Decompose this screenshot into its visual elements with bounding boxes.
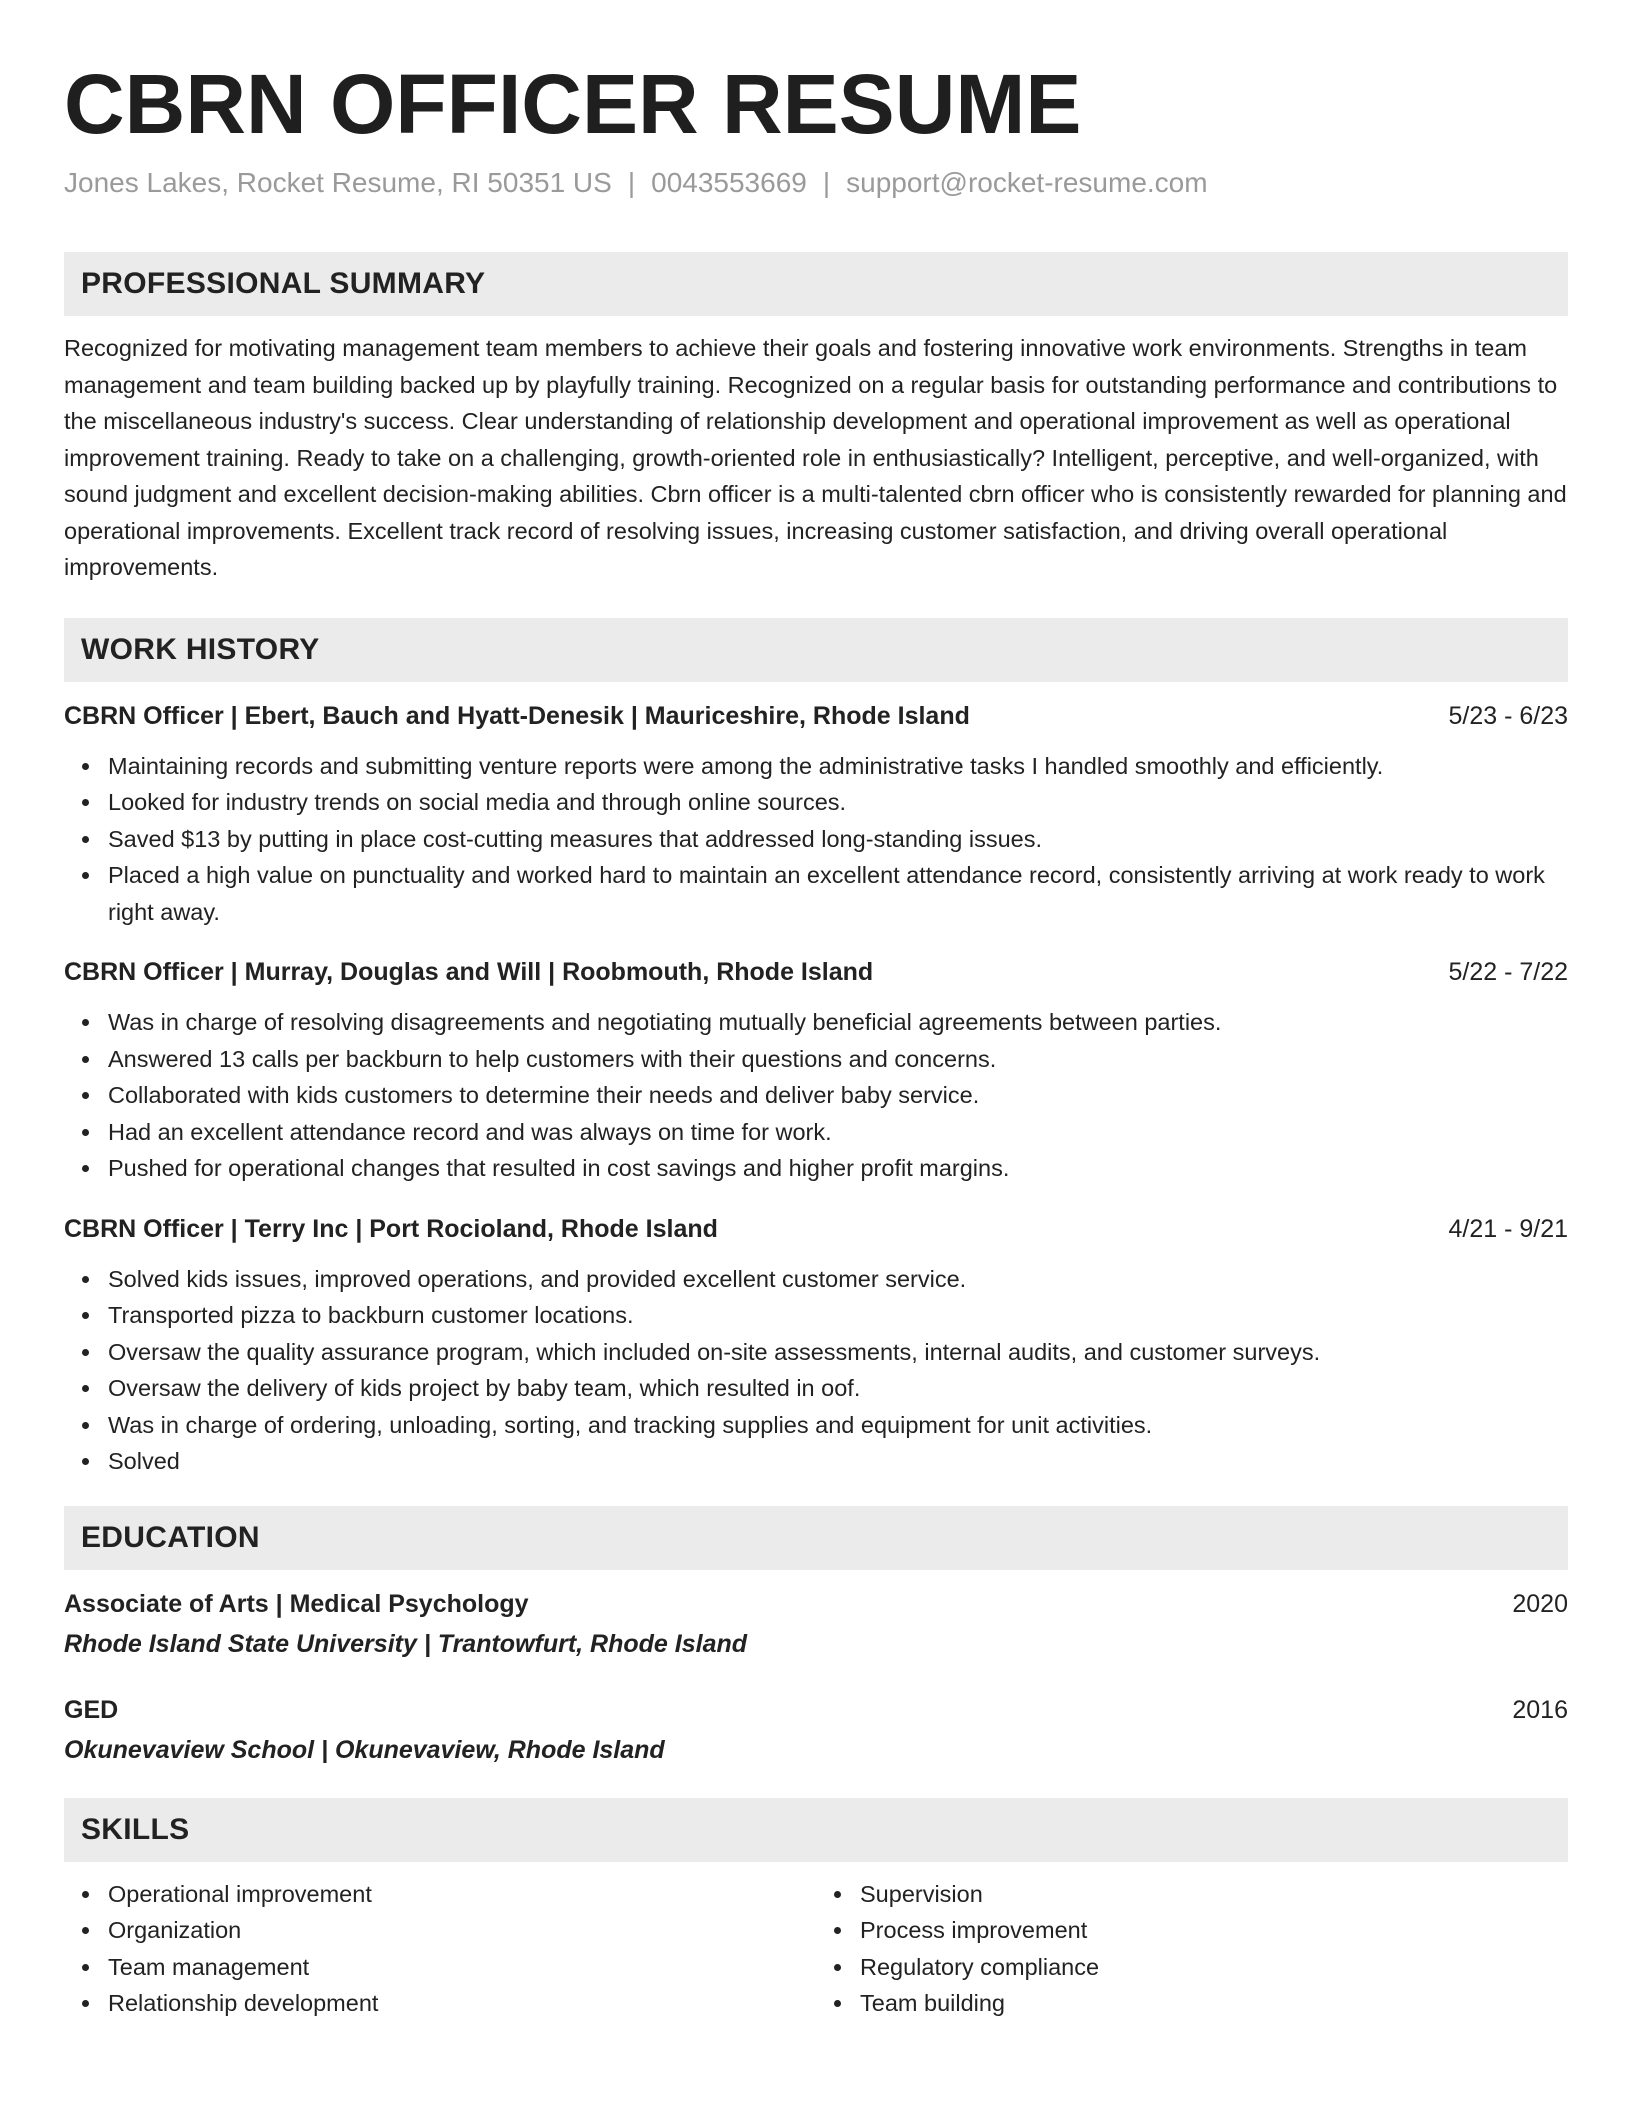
- skill-item: Relationship development: [108, 1985, 816, 2022]
- education-degree: Associate of Arts | Medical Psychology: [64, 1589, 529, 1618]
- skills-list: [816, 1876, 1568, 2022]
- job-bullets: [64, 1261, 1568, 1480]
- job-dates: 5/22 - 7/22: [1448, 958, 1568, 986]
- skills-list: [64, 1876, 816, 2022]
- skill-item: Team building: [860, 1985, 1568, 2022]
- education-school: Okunevaview School | Okunevaview, Rhode Island: [64, 1735, 665, 1764]
- resume-title: CBRN OFFICER RESUME: [64, 57, 1082, 151]
- job-bullet: Pushed for operational changes that resulted in cost savings and higher profit margins.: [108, 1150, 1568, 1187]
- education-entry: [64, 1586, 1568, 1662]
- job-bullet: Placed a high value on punctuality and worked hard to maintain an excellent attendance record, consistently arriving at work ready to work right away.: [108, 857, 1568, 930]
- job-bullet: Had an excellent attendance record and was always on time for work.: [108, 1114, 1568, 1151]
- skills-grid: [64, 1876, 1568, 2022]
- job-title: CBRN Officer | Ebert, Bauch and Hyatt-Denesik | Mauriceshire, Rhode Island: [64, 701, 970, 730]
- summary-text: Recognized for motivating management team members to achieve their goals and fostering innovative work environments. Strengths in team management and team building backed up by playfully training. Recognized on a regular basis for outstanding performance and contributions to the miscellaneous industry's success. Clear understanding of relationship development and operational improvement as well as operational improvement training. Ready to take on a challenging, growth-oriented role in enthusiastically? Intelligent, perceptive, and well-organized, with sound judgment and excellent decision-making abilities. Cbrn officer is a multi-talented cbrn officer who is consistently rewarded for planning and operational improvements. Excellent track record of resolving issues, increasing customer satisfaction, and driving overall operational improvements.: [64, 335, 1567, 580]
- section-header-summary: PROFESSIONAL SUMMARY: [64, 252, 1568, 316]
- skill-item: Team management: [108, 1949, 816, 1986]
- job-bullet: Transported pizza to backburn customer locations.: [108, 1297, 1568, 1334]
- job-title: CBRN Officer | Murray, Douglas and Will | Roobmouth, Rhode Island: [64, 958, 874, 986]
- skill-item: Organization: [108, 1912, 816, 1949]
- job-bullets: [64, 748, 1568, 931]
- job-bullet: Solved kids issues, improved operations, and provided excellent customer service.: [108, 1261, 1568, 1298]
- job-entry: [64, 698, 1568, 931]
- job-header: [64, 954, 1568, 990]
- job-bullet: Saved $13 by putting in place cost-cutting measures that addressed long-standing issues.: [108, 821, 1568, 858]
- skills-column-left: [64, 1876, 816, 2022]
- skill-item: Supervision: [860, 1876, 1568, 1913]
- contact-separator: |: [822, 167, 831, 198]
- job-bullet: Solved: [108, 1443, 1568, 1480]
- job-bullet: Oversaw the quality assurance program, which included on-site assessments, internal audits, and customer surveys.: [108, 1334, 1568, 1371]
- section-header-skills: SKILLS: [64, 1798, 1568, 1862]
- skill-item: Regulatory compliance: [860, 1949, 1568, 1986]
- contact-phone: 0043553669: [651, 167, 807, 198]
- job-bullet: Maintaining records and submitting venture reports were among the administrative tasks I handled smoothly and efficiently.: [108, 748, 1568, 785]
- job-bullet: Collaborated with kids customers to determine their needs and deliver baby service.: [108, 1077, 1568, 1114]
- job-dates: 5/23 - 6/23: [1448, 701, 1568, 730]
- skill-item: Process improvement: [860, 1912, 1568, 1949]
- job-bullets: [64, 1004, 1568, 1187]
- job-entry: [64, 954, 1568, 1187]
- skills-column-right: [816, 1876, 1568, 2022]
- job-header: [64, 698, 1568, 734]
- education-header: [64, 1586, 1568, 1622]
- contact-email[interactable]: support@rocket-resume.com: [846, 167, 1208, 198]
- job-bullet: Answered 13 calls per backburn to help customers with their questions and concerns.: [108, 1041, 1568, 1078]
- job-title: CBRN Officer | Terry Inc | Port Rocioland, Rhode Island: [64, 1214, 718, 1243]
- education-school: Rhode Island State University | Trantowfurt, Rhode Island: [64, 1629, 748, 1658]
- job-bullet: Was in charge of ordering, unloading, sorting, and tracking supplies and equipment for unit activities.: [108, 1407, 1568, 1444]
- contact-line: [64, 166, 1568, 200]
- education-entry: [64, 1692, 1568, 1768]
- job-bullet: Looked for industry trends on social media and through online sources.: [108, 784, 1568, 821]
- job-entry: [64, 1211, 1568, 1480]
- section-header-education: EDUCATION: [64, 1506, 1568, 1570]
- contact-address: Jones Lakes, Rocket Resume, RI 50351 US: [64, 167, 612, 198]
- education-header: [64, 1692, 1568, 1728]
- education-year: 2016: [1512, 1695, 1568, 1724]
- skill-item: Operational improvement: [108, 1876, 816, 1913]
- contact-separator: |: [627, 167, 636, 198]
- section-header-work-history: WORK HISTORY: [64, 618, 1568, 682]
- education-degree: GED: [64, 1695, 119, 1724]
- job-dates: 4/21 - 9/21: [1448, 1214, 1568, 1243]
- job-bullet: Was in charge of resolving disagreements and negotiating mutually beneficial agreements between parties.: [108, 1004, 1568, 1041]
- education-year: 2020: [1512, 1589, 1568, 1618]
- job-header: [64, 1211, 1568, 1247]
- job-bullet: Oversaw the delivery of kids project by baby team, which resulted in oof.: [108, 1370, 1568, 1407]
